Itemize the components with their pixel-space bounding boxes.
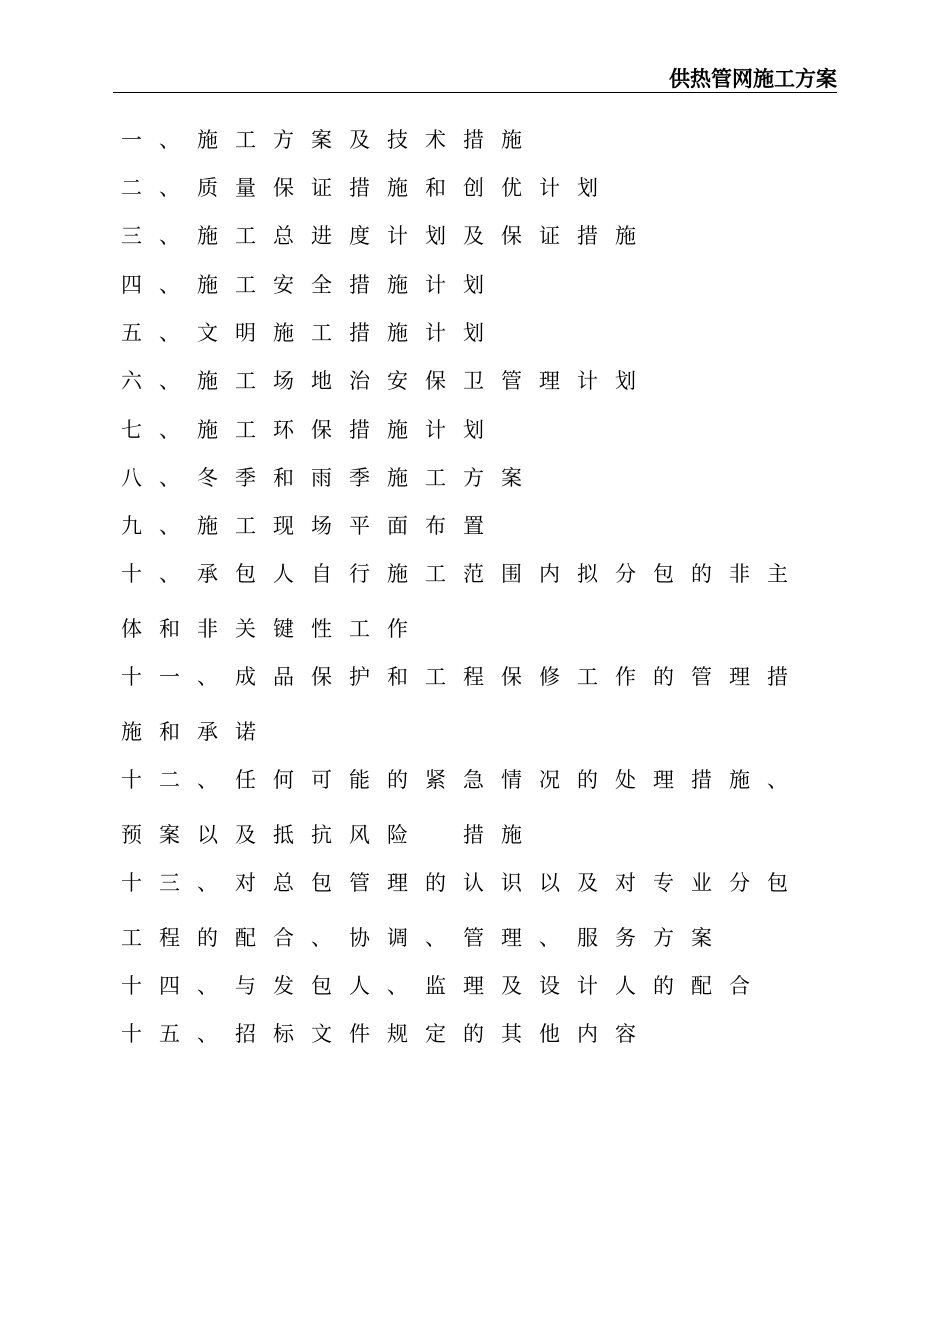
header-title: 供热管网施工方案: [669, 67, 837, 91]
toc-line: 十、承包人自行施工范围内拟分包的非主: [121, 562, 805, 586]
toc-line: 十三、对总包管理的认识以及对专业分包: [121, 871, 805, 895]
toc-line: 十四、与发包人、监理及设计人的配合: [121, 974, 767, 998]
toc-line: 十五、招标文件规定的其他内容: [121, 1022, 653, 1046]
toc-line: 七、施工环保措施计划: [121, 418, 501, 442]
toc-line: 十一、成品保护和工程保修工作的管理措: [121, 665, 805, 689]
toc-line: 二、质量保证措施和创优计划: [121, 176, 615, 200]
toc-line: 一、施工方案及技术措施: [121, 128, 539, 152]
toc-line: 八、冬季和雨季施工方案: [121, 466, 539, 490]
toc-line: 施和承诺: [121, 720, 273, 744]
toc-line: 十二、任何可能的紧急情况的处理措施、: [121, 768, 805, 792]
toc-line: 四、施工安全措施计划: [121, 273, 501, 297]
toc-line: 体和非关键性工作: [121, 617, 425, 641]
toc-line: 六、施工场地治安保卫管理计划: [121, 369, 653, 393]
toc-line: 工程的配合、协调、管理、服务方案: [121, 926, 729, 950]
toc-line: 三、施工总进度计划及保证措施: [121, 224, 653, 248]
toc-line: 九、施工现场平面布置: [121, 514, 501, 538]
toc-line: 五、文明施工措施计划: [121, 321, 501, 345]
header-rule: [113, 92, 837, 93]
toc-line: 预案以及抵抗风险 措施: [121, 823, 539, 847]
